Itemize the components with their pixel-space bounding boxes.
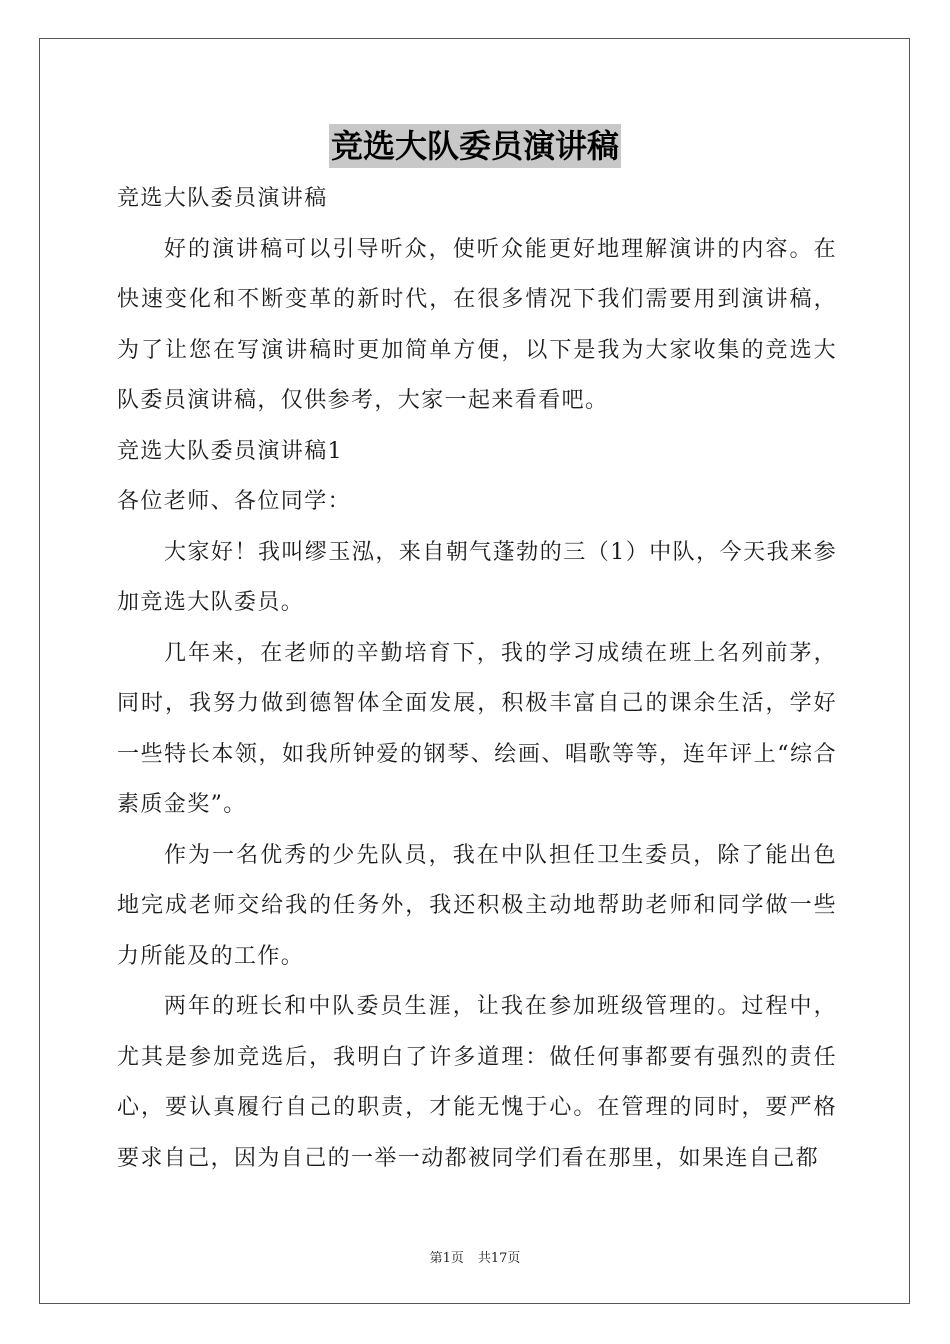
paragraph-greeting: 大家好！我叫缪玉泓，来自朝气蓬勃的三（1）中队，今天我来参加竞选大队委员。 [117,539,837,615]
paragraph-achievements: 几年来，在老师的辛勤培育下，我的学习成绩在班上名列前茅，同时，我努力做到德智体全面发展，积极丰富自己的课余生活，学好一些特长本领，如我所钟爱的钢琴、绘画、唱歌等等，连年评上“综合素质金奖”。 [117,640,837,817]
paragraph-heading-1: 竞选大队委员演讲稿1 [117,438,343,464]
paragraph-role: 作为一名优秀的少先队员，我在中队担任卫生委员，除了能出色地完成老师交给我的任务外，我还积极主动地帮助老师和同学做一些力所能及的工作。 [117,842,837,969]
paragraph-salutation: 各位老师、各位同学： [117,489,352,514]
title-area [0,124,950,168]
document-body [117,174,837,1184]
page-footer [0,1247,950,1266]
paragraph-intro: 好的演讲稿可以引导听众，使听众能更好地理解演讲的内容。在快速变化和不断变革的新时代，在很多情况下我们需要用到演讲稿，为了让您在写演讲稿时更加简单方便，以下是我为大家收集的竞选大队委员演讲稿，仅供参考，大家一起来看看吧。 [117,236,837,413]
page-number: 第1页 [429,1251,464,1266]
paragraph-subtitle: 竞选大队委员演讲稿 [117,186,328,211]
document-title: 竞选大队委员演讲稿 [329,124,621,168]
total-pages: 共17页 [477,1251,521,1266]
paragraph-experience: 两年的班长和中队委员生涯，让我在参加班级管理的。过程中，尤其是参加竞选后，我明白了许多道理：做任何事都要有强烈的责任心，要认真履行自己的职责，才能无愧于心。在管理的同时，要严格要求自己，因为自己的一举一动都被同学们看在那里，如果连自己都 [117,994,837,1171]
